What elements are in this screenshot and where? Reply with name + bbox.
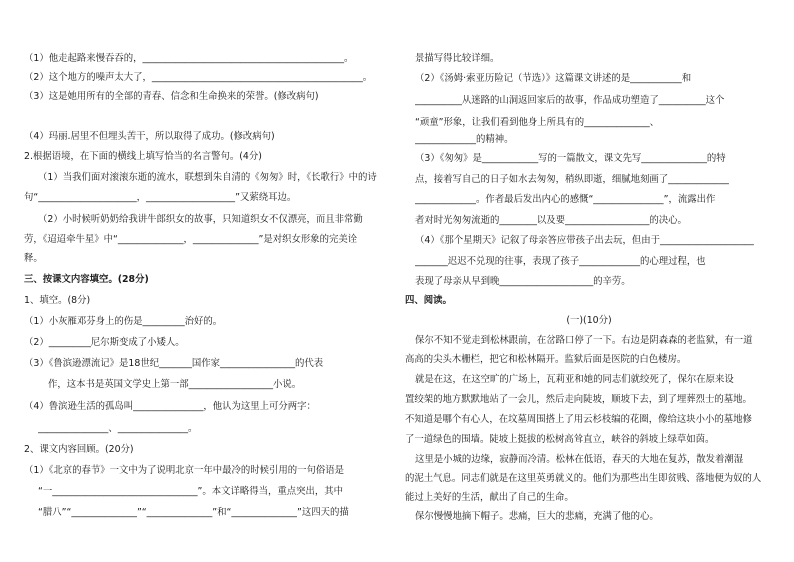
- passage-line: 高高的尖头木栅栏，把它和松林隔开。监狱后面是医院的白色楼房。: [405, 354, 687, 365]
- text-line: （3）《匆匆》是____________写的一篇散文，课文先写______________的特: [415, 153, 726, 164]
- question-heading: 2、课文内容回顾。(20分): [24, 444, 134, 455]
- text-line: 劳，《迢迢牵牛星》中“______________，______________”是对织女形象的完美诠: [24, 234, 358, 245]
- text-line: 者对时光匆匆流逝的________以及要__________________的决心。: [415, 215, 687, 226]
- text-line: （2）小时候听奶奶给我讲牛郎织女的故事，只知道织女不仅漂亮，而且非常勤: [38, 214, 363, 225]
- passage-line: 就是在这，在这空旷的广场上，瓦莉亚和她的同志们就绞死了，保尔在原来设: [415, 374, 734, 385]
- text-line: （2）这个地方的噪声太大了，_____________________________________________。: [24, 72, 373, 83]
- passage-line: 置绞架的地方默默地站了一会儿，然后走向陡坡，顺坡下去，到了埋葬烈士的墓地。: [405, 394, 752, 405]
- text-line: （3）《鲁滨逊漂流记》是18世纪_______国作家________________的代表: [24, 358, 324, 369]
- text-line: （2）_________尼尔斯变成了小矮人。: [24, 337, 185, 348]
- text-line: （1）小灰雁邓芬身上的伤是_________治好的。: [24, 316, 223, 327]
- text-line: 表现了母亲从早到晚____________________的辛劳。: [415, 276, 631, 287]
- text-line: 景描写得比较详细。: [415, 53, 500, 64]
- passage-line: 这里是小城的边缘，寂静而冷清。松林在低语，春天的大地在复苏，散发着潮湿: [415, 454, 744, 465]
- passage-line: 不知道是哪个有心人，在坟墓周围搭上了用云杉枝编的花圈，像给这块小小的墓地修: [405, 414, 752, 425]
- section-heading: 三、按课文内容填空。(28分): [24, 274, 149, 285]
- text-line: 释。: [24, 253, 43, 264]
- passage-line: 能过上美好的生活，献出了自己的生命。: [405, 492, 574, 503]
- passage-line: 了一道绿色的围墙。陡坡上挺拔的松树高耸直立，峡谷的斜坡上绿草如茵。: [405, 434, 715, 445]
- text-line: _____________。作者最后发出内心的感慨“_______________”，流露出作: [415, 194, 716, 205]
- passage-line: 保尔不知不觉走到松林跟前，在岔路口停了一下。右边是阴森森的老监狱，有一道: [415, 335, 753, 346]
- question-heading: 1、填空。(8分): [24, 295, 91, 306]
- text-line: （4）玛丽.居里不但埋头苦干，所以取得了成功。(修改病句): [24, 131, 275, 142]
- passage-heading: (一)(10分): [566, 315, 612, 326]
- passage-line: 的泥土气息。同志们就是在这里英勇就义的。他们为那些出生即贫贱、落地便为奴的人: [405, 473, 762, 484]
- text-line: 作，这本书是英国文学史上第一部__________________小说。: [48, 379, 302, 390]
- text-line: __________从迷路的山洞返回家后的故事，作品成功塑造了__________这个: [415, 95, 725, 106]
- text-line: 句“_____________________，___________________”又萦绕耳边。: [24, 192, 297, 203]
- text-line: （4）鲁滨逊生活的孤岛叫_______________，他认为这里上可分两字：: [24, 401, 316, 412]
- text-line: “一_______________________________”。本文详略得当，重点突出，其中: [38, 486, 344, 497]
- passage-line: 保尔慢慢地摘下帽子。悲痛，巨大的悲痛，充满了他的心。: [415, 511, 659, 522]
- text-line: “顽童”形象，让我们看到他身上所具有的______________、: [415, 117, 660, 128]
- text-line: 点，接着写自己的日子如水去匆匆，稍纵即逝，细腻地刻画了_____________: [415, 174, 730, 185]
- question-heading: 2.根据语境，在下面的横线上填写恰当的名言警句。(4分): [24, 151, 262, 162]
- text-line: （1）他走起路来慢吞吞的，___________________________________________。: [24, 53, 354, 64]
- text-line: （2）《汤姆·索亚历险记（节选）》这篇课文讲述的是___________和: [415, 73, 692, 84]
- text-line: _____________的精神。: [415, 134, 514, 145]
- text-line: （3）这是她用所有的全部的青春、信念和生命换来的荣誉。(修改病句): [24, 91, 319, 102]
- text-line: （1）《北京的春节》一文中为了说明北京一年中最冷的时候引用的一句俗语是: [24, 465, 345, 476]
- text-line: _______________、_______________。: [38, 423, 198, 434]
- text-line: （4）《那个星期天》记叙了母亲答应带孩子出去玩，但由于____________________: [415, 235, 754, 246]
- section-heading: 四、阅读。: [405, 295, 452, 306]
- text-line: _______迟迟不兑现的往事，表现了孩子_____________的心理过程，也: [415, 256, 706, 267]
- text-line: “腊八”“______________”“______________”和“______________”这四天的描: [38, 507, 349, 518]
- text-line: （1）当我们面对滚滚东逝的流水，联想到朱自清的《匆匆》时，《长歌行》中的诗: [38, 172, 377, 183]
